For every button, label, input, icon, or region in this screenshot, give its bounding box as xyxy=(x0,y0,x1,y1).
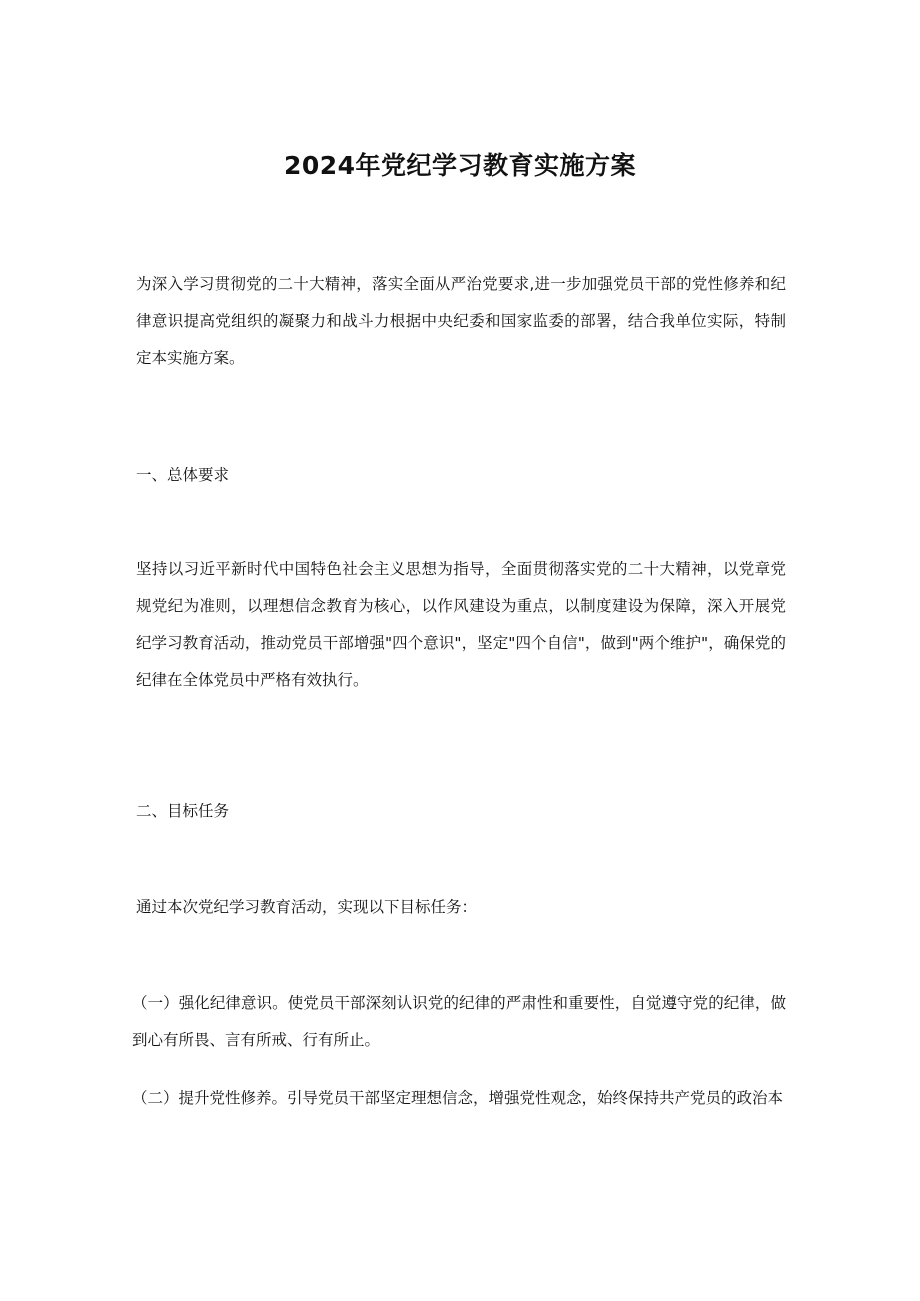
goal-item-discipline-awareness: （一）强化纪律意识。使党员干部深刻认识党的纪律的严肃性和重要性，自觉遵守党的纪律，做到心有所畏、言有所戒、行有所止。 xyxy=(132,994,786,1049)
general-requirements-paragraph: 坚持以习近平新时代中国特色社会主义思想为指导，全面贯彻落实党的二十大精神，以党章党规党纪为准则，以理想信念教育为核心，以作风建设为重点，以制度建设为保障，深入开展党纪学习教育活动，推动党员干部增强"四个意识"，坚定"四个自信"，做到"两个维护"，确保党的纪律在全体党员中严格有效执行。 xyxy=(136,560,786,689)
goals-intro-paragraph: 通过本次党纪学习教育活动，实现以下目标任务： xyxy=(136,898,478,916)
section-heading-goals-tasks: 二、目标任务 xyxy=(136,802,230,820)
document-title: 2024年党纪学习教育实施方案 xyxy=(283,151,637,180)
intro-paragraph: 为深入学习贯彻党的二十大精神，落实全面从严治党要求,进一步加强党员干部的党性修养和纪律意识提高党组织的凝聚力和战斗力根据中央纪委和国家监委的部署，结合我单位实际，特制定本实施方案。 xyxy=(136,275,786,367)
goal-item-party-spirit: （二）提升党性修养。引导党员干部坚定理想信念，增强党性观念，始终保持共产党员的政治本 xyxy=(132,1089,784,1107)
section-heading-general-requirements: 一、总体要求 xyxy=(136,466,230,484)
